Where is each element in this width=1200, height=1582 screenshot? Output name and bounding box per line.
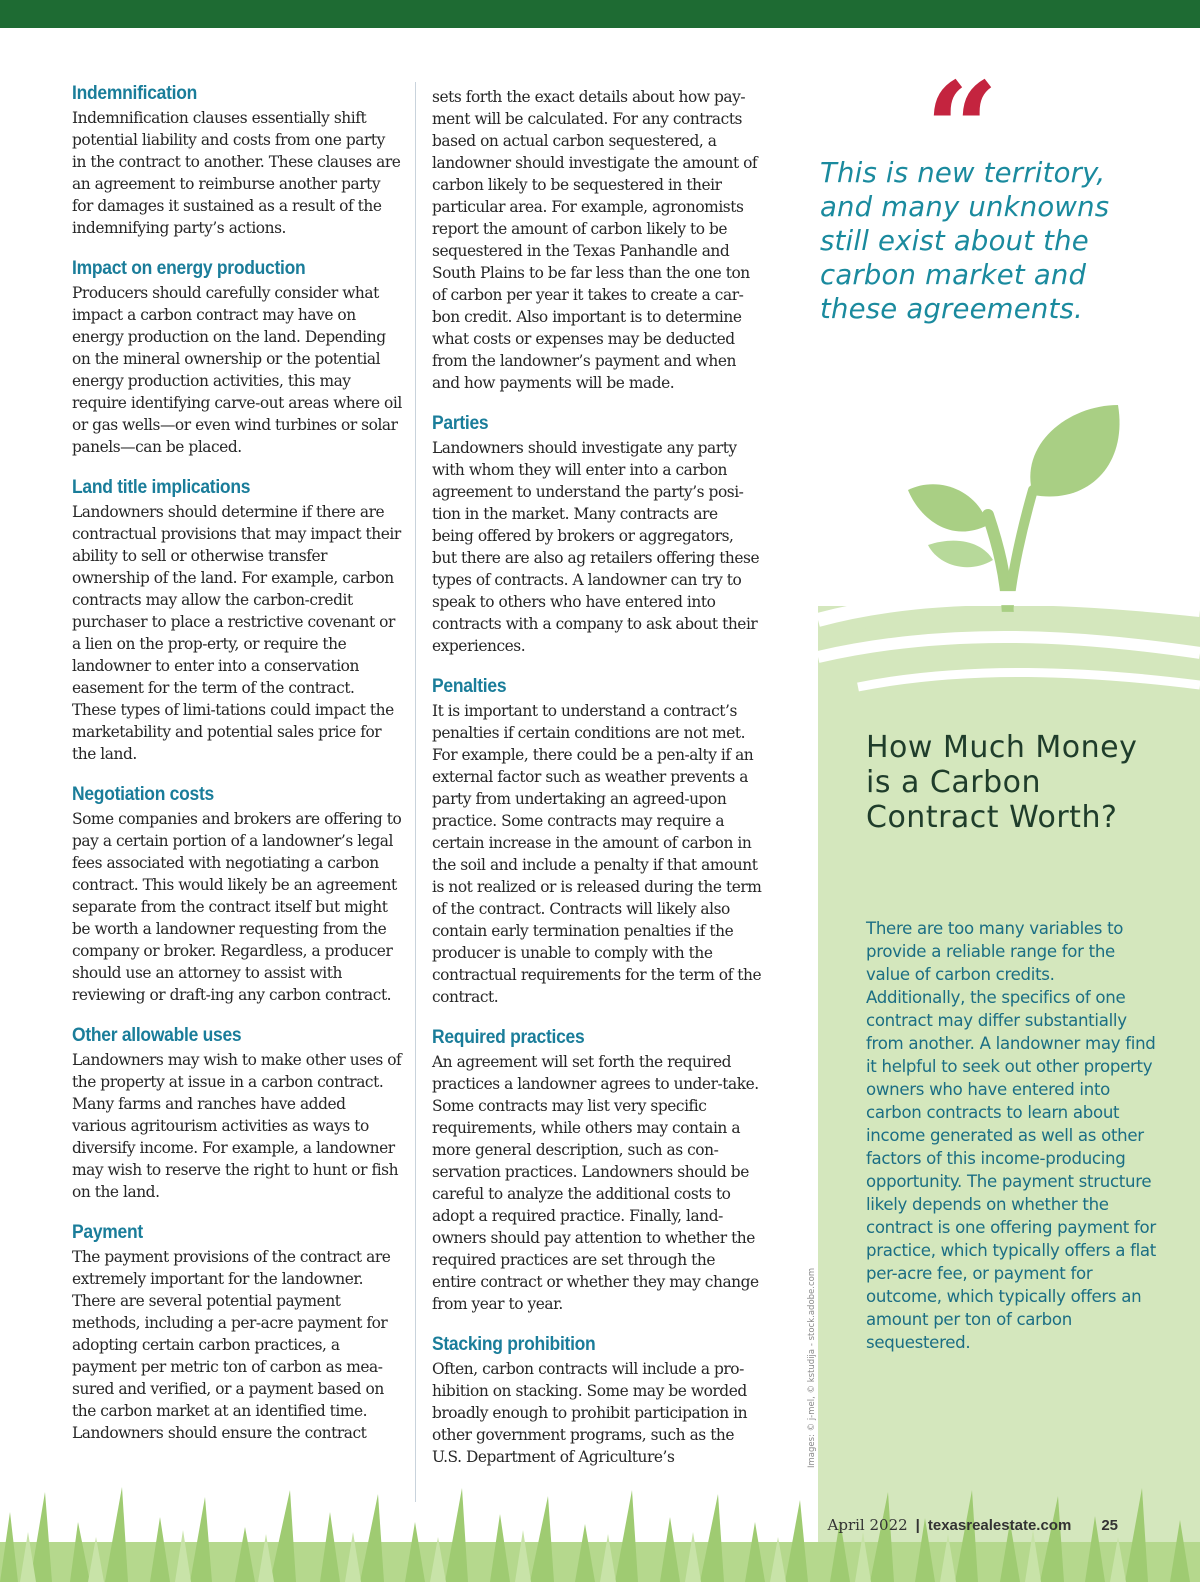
section-heading: Indemnification [72,83,198,104]
section-body: Often, carbon contracts will include a pro-hibition on stacking. Some may be worded broadly enough to prohibit participation in other government programs, such as the U.S. Department of Agriculture’s [432,1360,748,1466]
section-land-title [72,476,402,765]
sidebar-body: There are too many variables to provide a reliable range for the value of carbon credits. Additionally, the specifics of one contract may differ substantially from another. A landowner may find it helpful to seek out other property owners who have entered into carbon contracts to learn about income generated as well as other factors of this income-producing opportunity. The payment structure likely depends on whether the contract is one offering payment for practice, which typically offers a flat per-acre fee, or payment for outcome, which typically offers an amount per ton of carbon sequestered. [866,919,1156,1352]
section-body: It is important to understand a contract’s penalties if certain conditions are not met. For example, there could be a pen-alty if an external factor such as weather prevents a party from undertaking an agreed-upon practice. Some contracts may require a certain increase in the amount of carbon in the soil and include a penalty if that amount is not realized or is released during the term of the contract. Contracts will likely also contain early termination penalties if the producer is unable to comply with the contractual requirements for the term of the contract. [432,702,762,1006]
section-body: Indemnification clauses essentially shift potential liability and costs from one party in the contract to another. These clauses are an agreement to reimburse another party for damages it sustained as a result of the indemnifying party’s actions. [72,109,401,237]
photo-credit: Images: © j-mel, © kstudija - stock.adobe.com [807,1267,817,1468]
quote-mark-icon: “ [925,55,999,205]
section-body: Some companies and brokers are offering to pay a certain portion of a landowner’s legal fees associated with negotiating a carbon contract. This would likely be an agreement separate from the contract itself but might be worth a landowner requesting from the company or broker. Regardless, a producer should use an attorney to assist with reviewing or draft-ing any carbon contract. [72,810,402,1004]
column-divider [415,82,416,1502]
page-footer [828,1516,1118,1534]
section-other-uses [72,1024,402,1203]
section-body: The payment provisions of the contract are extremely important for the landowner. There are several potential payment methods, including a per-acre payment for adopting certain carbon practices, a payment per metric ton of carbon as mea-sured and verified, or a payment based on the carbon market at an identified time. Landowners should ensure the contract [72,1248,391,1442]
section-heading: Negotiation costs [72,784,214,805]
section-impact-energy [72,257,402,458]
section-heading: Required practices [432,1027,585,1048]
section-payment [72,1221,402,1444]
section-body: An agreement will set forth the required practices a landowner agrees to under-take. Some contracts may list very specific requirements, while others may contain a more general description, such as con-servation practices. Landowners should be careful to analyze the additional costs to adopt a required practice. Finally, land-owners should pay attention to whether the required practices are set through the entire contract or whether they may change from year to year. [432,1053,759,1313]
sidebar-title: How Much Money is a Carbon Contract Worth? [866,730,1138,835]
section-body: Landowners may wish to make other uses of the property at issue in a carbon contract. Many farms and ranches have added various agritourism activities as ways to diversify income. For example, a landowner may wish to reserve the right to hunt or fish on the land. [72,1051,402,1201]
footer-separator: | [915,1516,920,1534]
article-column-1 [72,82,402,1462]
section-heading: Parties [432,413,489,434]
section-body: sets forth the exact details about how pay-ment will be calculated. For any contracts based on actual carbon sequestered, a landowner should investigate the amount of carbon likely to be sequestered in their particular area. For example, agronomists report the amount of carbon likely to be sequestered in the Texas Panhandle and South Plains to be far less than the one ton of carbon per year it takes to create a car-bon credit. Also important is to determine what costs or expenses may be deducted from the landowner’s payment and when and how payments will be made. [432,88,758,392]
section-body: Landowners should determine if there are contractual provisions that may impact their ability to sell or otherwise transfer ownership of the land. For example, carbon contracts may allow the carbon-credit purchaser to place a restrictive covenant or a lien on the prop-erty, or require the landowner to enter into a conservation easement for the term of the contract. These types of limi-tations could impact the marketability and potential sales price for the land. [72,503,401,763]
section-body: Landowners should investigate any party with whom they will enter into a carbon agreement to understand the party’s posi-tion in the market. Many contracts are being offered by brokers or aggregators, but there are also ag retailers offering these types of contracts. A landowner can try to speak to others who have entered into contracts with a company to ask about their experiences. [432,439,760,655]
article-column-2 [432,82,762,1486]
section-heading: Land title implications [72,477,251,498]
section-negotiation-costs [72,783,402,1006]
section-heading: Penalties [432,676,507,697]
section-heading: Stacking prohibition [432,1334,596,1355]
pull-quote: This is new territory, and many unknowns still exist about the carbon market and these agreements. [820,157,1110,325]
section-required-practices [432,1026,762,1315]
sprout-illustration [818,395,1200,725]
section-heading: Other allowable uses [72,1025,242,1046]
top-color-bar [0,0,1200,28]
section-parties [432,412,762,657]
section-indemnification [72,82,402,239]
section-stacking [432,1333,762,1468]
section-payment-continued [432,86,762,394]
section-heading: Payment [72,1222,143,1243]
issue-date: April 2022 [827,1516,908,1534]
section-body: Producers should carefully consider what impact a carbon contract may have on energy production on the land. Depending on the mineral ownership or the potential energy production activities, this may require identifying carve-out areas where oil or gas wells—or even wind turbines or solar panels—can be placed. [72,284,402,456]
section-penalties [432,675,762,1008]
website-link[interactable]: texasrealestate.com [927,1516,1072,1534]
section-heading: Impact on energy production [72,258,306,279]
page-number: 25 [1101,1516,1118,1534]
